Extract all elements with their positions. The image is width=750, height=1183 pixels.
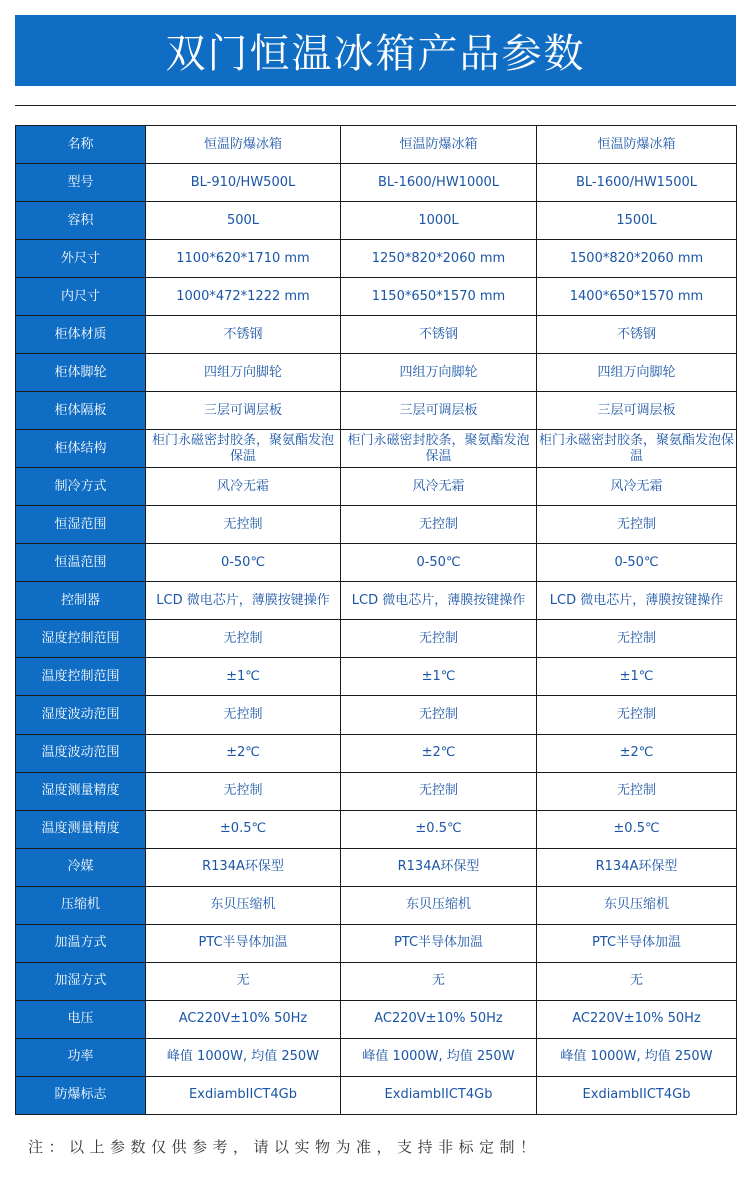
table-cell: LCD 微电芯片，薄膜按键操作: [537, 582, 737, 620]
table-cell: 峰值 1000W, 均值 250W: [537, 1038, 737, 1076]
row-label: 温度测量精度: [16, 810, 146, 848]
row-label: 柜体脚轮: [16, 354, 146, 392]
table-cell: 500L: [146, 202, 341, 240]
table-cell: ±0.5℃: [146, 810, 341, 848]
table-cell: 东贝压缩机: [341, 886, 537, 924]
table-cell: 无: [341, 962, 537, 1000]
page-title: 双门恒温冰箱产品参数: [165, 31, 586, 77]
table-row: [16, 202, 737, 240]
table-row: [16, 278, 737, 316]
table-cell: ±1℃: [537, 658, 737, 696]
table-cell: 东贝压缩机: [146, 886, 341, 924]
table-cell: 柜门永磁密封胶条，聚氨酯发泡保温: [146, 430, 341, 468]
row-label: 湿度波动范围: [16, 696, 146, 734]
table-cell: 峰值 1000W, 均值 250W: [146, 1038, 341, 1076]
row-label: 加湿方式: [16, 962, 146, 1000]
table-cell: 0-50℃: [537, 544, 737, 582]
row-label: 柜体材质: [16, 316, 146, 354]
page-title-banner: [15, 15, 736, 86]
table-cell: ExdiambIICT4Gb: [537, 1076, 737, 1114]
table-row: [16, 1000, 737, 1038]
table-row: [16, 620, 737, 658]
table-cell: 无控制: [146, 620, 341, 658]
table-cell: 1250*820*2060 mm: [341, 240, 537, 278]
row-label: 压缩机: [16, 886, 146, 924]
table-cell: 三层可调层板: [341, 392, 537, 430]
table-cell: 1000L: [341, 202, 537, 240]
table-cell: 1500L: [537, 202, 737, 240]
divider: [15, 105, 736, 106]
row-label: 容积: [16, 202, 146, 240]
row-label: 冷媒: [16, 848, 146, 886]
table-cell: PTC半导体加温: [341, 924, 537, 962]
table-cell: 1400*650*1570 mm: [537, 278, 737, 316]
row-label: 制冷方式: [16, 468, 146, 506]
table-row: [16, 544, 737, 582]
table-cell: 恒温防爆冰箱: [341, 126, 537, 164]
table-cell: ExdiambIICT4Gb: [341, 1076, 537, 1114]
table-cell: 无控制: [341, 620, 537, 658]
row-label: 湿度测量精度: [16, 772, 146, 810]
table-row: [16, 430, 737, 468]
table-cell: ±2℃: [341, 734, 537, 772]
row-label: 柜体结构: [16, 430, 146, 468]
table-cell: 风冷无霜: [537, 468, 737, 506]
table-cell: 1500*820*2060 mm: [537, 240, 737, 278]
table-cell: AC220V±10% 50Hz: [341, 1000, 537, 1038]
table-row: [16, 316, 737, 354]
row-label: 防爆标志: [16, 1076, 146, 1114]
table-cell: 不锈钢: [146, 316, 341, 354]
table-cell: 0-50℃: [146, 544, 341, 582]
row-label: 柜体隔板: [16, 392, 146, 430]
row-label: 控制器: [16, 582, 146, 620]
disclaimer-note: 注：以上参数仅供参考，请以实物为准，支持非标定制！: [28, 1138, 541, 1156]
table-cell: 1000*472*1222 mm: [146, 278, 341, 316]
table-row: [16, 772, 737, 810]
table-cell: 不锈钢: [537, 316, 737, 354]
table-cell: LCD 微电芯片，薄膜按键操作: [146, 582, 341, 620]
table-cell: 无控制: [537, 696, 737, 734]
table-row: [16, 1038, 737, 1076]
table-cell: 柜门永磁密封胶条，聚氨酯发泡保温: [537, 430, 737, 468]
table-row: [16, 354, 737, 392]
table-cell: 不锈钢: [341, 316, 537, 354]
row-label: 温度控制范围: [16, 658, 146, 696]
table-cell: BL-910/HW500L: [146, 164, 341, 202]
table-cell: 无控制: [341, 772, 537, 810]
table-row: [16, 924, 737, 962]
table-cell: BL-1600/HW1500L: [537, 164, 737, 202]
table-row: [16, 240, 737, 278]
row-label: 型号: [16, 164, 146, 202]
row-label: 外尺寸: [16, 240, 146, 278]
row-label: 功率: [16, 1038, 146, 1076]
table-row: [16, 658, 737, 696]
table-row: [16, 962, 737, 1000]
table-cell: PTC半导体加温: [146, 924, 341, 962]
table-row: [16, 506, 737, 544]
table-cell: ±1℃: [146, 658, 341, 696]
row-label: 加温方式: [16, 924, 146, 962]
table-cell: 无控制: [341, 696, 537, 734]
table-cell: ±0.5℃: [341, 810, 537, 848]
table-row: [16, 848, 737, 886]
table-row: [16, 468, 737, 506]
table-row: [16, 582, 737, 620]
row-label: 恒湿范围: [16, 506, 146, 544]
table-cell: 无控制: [537, 506, 737, 544]
table-cell: 四组万向脚轮: [341, 354, 537, 392]
table-row: [16, 734, 737, 772]
table-cell: 东贝压缩机: [537, 886, 737, 924]
table-cell: 无控制: [341, 506, 537, 544]
table-row: [16, 1076, 737, 1114]
table-row: [16, 392, 737, 430]
table-cell: ExdiambIICT4Gb: [146, 1076, 341, 1114]
table-cell: R134A环保型: [341, 848, 537, 886]
table-cell: 1100*620*1710 mm: [146, 240, 341, 278]
table-row: [16, 810, 737, 848]
table-cell: 无控制: [146, 772, 341, 810]
table-row: [16, 164, 737, 202]
row-label: 恒温范围: [16, 544, 146, 582]
table-cell: ±2℃: [537, 734, 737, 772]
table-cell: 风冷无霜: [146, 468, 341, 506]
table-row: [16, 886, 737, 924]
table-cell: 无控制: [146, 506, 341, 544]
table-cell: 无: [537, 962, 737, 1000]
table-cell: 无: [146, 962, 341, 1000]
table-cell: 柜门永磁密封胶条，聚氨酯发泡保温: [341, 430, 537, 468]
table-cell: ±2℃: [146, 734, 341, 772]
table-cell: 三层可调层板: [537, 392, 737, 430]
table-cell: 恒温防爆冰箱: [537, 126, 737, 164]
table-row: [16, 696, 737, 734]
table-cell: BL-1600/HW1000L: [341, 164, 537, 202]
table-cell: ±1℃: [341, 658, 537, 696]
table-cell: 恒温防爆冰箱: [146, 126, 341, 164]
table-cell: AC220V±10% 50Hz: [537, 1000, 737, 1038]
table-cell: 0-50℃: [341, 544, 537, 582]
table-cell: 四组万向脚轮: [537, 354, 737, 392]
table-cell: AC220V±10% 50Hz: [146, 1000, 341, 1038]
row-label: 电压: [16, 1000, 146, 1038]
row-label: 内尺寸: [16, 278, 146, 316]
spec-table: [15, 125, 737, 1115]
table-cell: 四组万向脚轮: [146, 354, 341, 392]
table-cell: 三层可调层板: [146, 392, 341, 430]
row-label: 名称: [16, 126, 146, 164]
table-cell: 无控制: [146, 696, 341, 734]
table-cell: R134A环保型: [146, 848, 341, 886]
table-cell: 无控制: [537, 620, 737, 658]
table-cell: LCD 微电芯片，薄膜按键操作: [341, 582, 537, 620]
table-cell: PTC半导体加温: [537, 924, 737, 962]
table-cell: 峰值 1000W, 均值 250W: [341, 1038, 537, 1076]
row-label: 温度波动范围: [16, 734, 146, 772]
table-row: [16, 126, 737, 164]
table-cell: 无控制: [537, 772, 737, 810]
row-label: 湿度控制范围: [16, 620, 146, 658]
table-cell: 1150*650*1570 mm: [341, 278, 537, 316]
table-cell: R134A环保型: [537, 848, 737, 886]
table-cell: ±0.5℃: [537, 810, 737, 848]
table-cell: 风冷无霜: [341, 468, 537, 506]
